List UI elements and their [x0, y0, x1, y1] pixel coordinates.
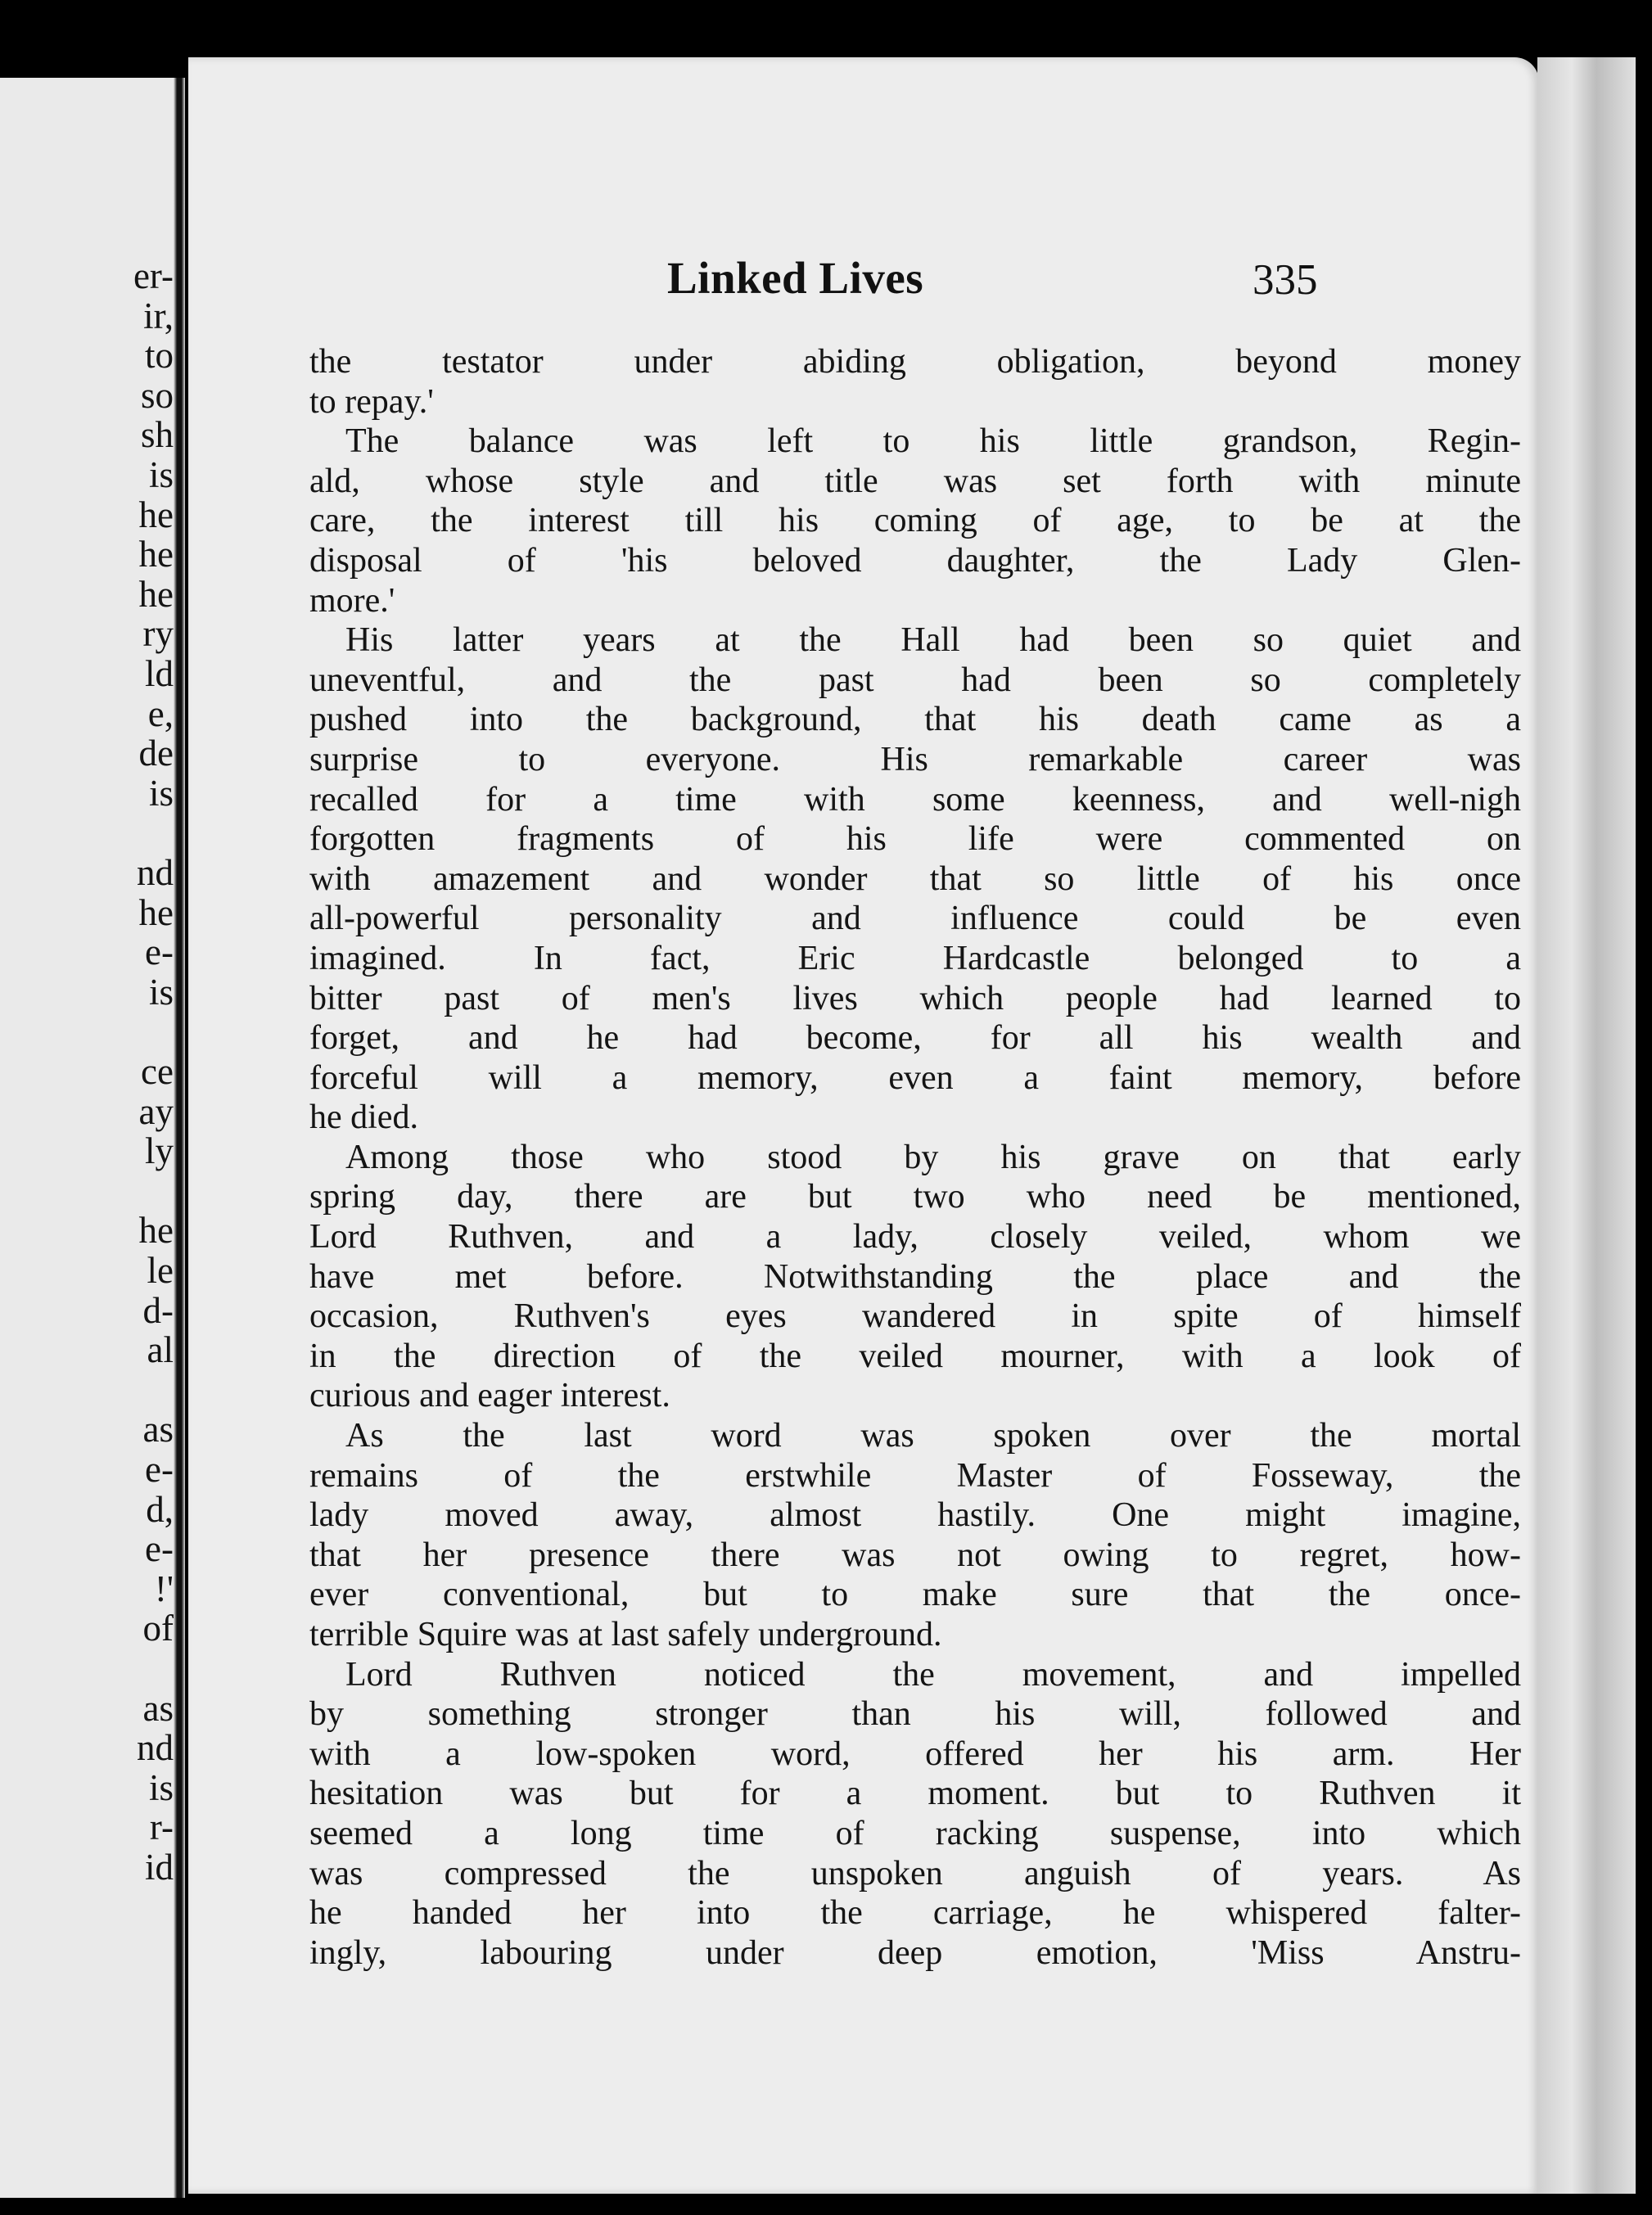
previous-page-fragment: sh [140, 414, 174, 456]
previous-page-fragment: ry [142, 613, 174, 655]
text-line: imagined. In fact, Eric Hardcastle belonged to a [309, 939, 1521, 977]
previous-page-fragment: he [138, 534, 174, 575]
book-gutter [174, 78, 185, 2198]
previous-page-fragment: ay [138, 1090, 174, 1132]
text-line: Lord Ruthven noticed the movement, and impelled [345, 1655, 1521, 1694]
previous-page-fragment: le [147, 1250, 174, 1291]
text-line: was compressed the unspoken anguish of years. As [309, 1854, 1521, 1892]
text-line: bitter past of men's lives which people had learned to [309, 979, 1521, 1017]
text-line: forget, and he had become, for all his wealth and [309, 1019, 1521, 1058]
page-header [188, 252, 1539, 309]
previous-page-fragment: ir, [143, 295, 174, 336]
text-line: spring day, there are but two who need be mentioned, [309, 1178, 1521, 1216]
previous-page-fragment: nd [137, 852, 174, 893]
body-text [309, 342, 1521, 1973]
previous-page-fragment: is [148, 772, 174, 814]
text-line: ald, whose style and title was set forth with minute [309, 462, 1521, 500]
text-line: forgotten fragments of his life were commented on [309, 820, 1521, 859]
text-line: surprise to everyone. His remarkable career was [309, 740, 1521, 778]
page-number: 335 [1253, 256, 1318, 304]
previous-page-fragment: d, [146, 1488, 174, 1530]
text-line: more.' [309, 581, 395, 620]
text-line: to repay.' [309, 382, 434, 421]
text-line: hesitation was but for a moment. but to Ruthven it [309, 1775, 1521, 1813]
text-line: with amazement and wonder that so little of his once [309, 859, 1521, 898]
text-line: terrible Squire was at last safely underground. [309, 1616, 942, 1653]
text-line: that her presence there was not owing to regret, how- [309, 1536, 1521, 1574]
previous-page-fragment: to [144, 335, 174, 377]
text-line: by something stronger than his will, followed and [309, 1695, 1521, 1734]
previous-page-fragment: e- [145, 1449, 174, 1490]
text-line: ingly, labouring under deep emotion, 'Miss Anstru- [309, 1933, 1521, 1972]
text-line: pushed into the background, that his death came as a [309, 701, 1521, 739]
text-line: forceful will a memory, even a faint memory, before [309, 1058, 1521, 1097]
previous-page-edge [0, 78, 182, 2198]
running-head: Linked Lives [667, 253, 924, 303]
page-stack-edges [1537, 57, 1636, 2194]
text-line: the testator under abiding obligation, beyond money [309, 343, 1521, 381]
text-line: recalled for a time with some keenness, and well-nigh [309, 780, 1521, 819]
previous-page-fragment: is [148, 1766, 174, 1808]
text-line: with a low-spoken word, offered her his arm. Her [309, 1735, 1521, 1773]
previous-page-fragment: he [138, 494, 174, 535]
text-line: all-powerful personality and influence could be even [309, 900, 1521, 938]
previous-page-fragment: is [148, 454, 174, 495]
previous-page-fragment: e, [147, 692, 174, 734]
previous-page-fragment: !' [154, 1568, 174, 1609]
previous-page-fragment: d- [142, 1289, 174, 1331]
previous-page-fragment: e- [145, 1528, 174, 1570]
text-line: seemed a long time of racking suspense, into which [309, 1814, 1521, 1852]
text-line: uneventful, and the past had been so completely [309, 661, 1521, 699]
previous-page-fragment: er- [133, 255, 174, 296]
previous-page-fragment: is [148, 971, 174, 1013]
previous-page-fragment: ce [141, 1051, 174, 1092]
text-line: he handed her into the carriage, he whispered falter- [309, 1894, 1521, 1933]
previous-page-fragment: nd [137, 1727, 174, 1769]
book-page [188, 57, 1539, 2194]
text-line: Lord Ruthven, and a lady, closely veiled, whom we [309, 1218, 1521, 1256]
text-line: care, the interest till his coming of age, to be at the [309, 502, 1521, 540]
text-line: His latter years at the Hall had been so quiet and [345, 621, 1521, 660]
text-line: As the last word was spoken over the mortal [345, 1417, 1521, 1455]
text-line: disposal of 'his beloved daughter, the Lady Glen- [309, 541, 1521, 580]
previous-page-fragment: r- [149, 1807, 174, 1848]
previous-page-fragment: of [142, 1608, 174, 1649]
previous-page-fragment: de [138, 733, 174, 774]
previous-page-fragment: id [144, 1847, 174, 1888]
previous-page-fragment: al [147, 1329, 174, 1371]
text-line: ever conventional, but to make sure that the once- [309, 1576, 1521, 1614]
text-line: occasion, Ruthven's eyes wandered in spite of himself [309, 1297, 1521, 1336]
text-line: remains of the erstwhile Master of Fosseway, the [309, 1456, 1521, 1495]
text-line: Among those who stood by his grave on that early [345, 1138, 1521, 1176]
text-line: have met before. Notwithstanding the place and the [309, 1257, 1521, 1296]
previous-page-fragment: ld [144, 653, 174, 694]
previous-page-fragment: as [142, 1687, 174, 1729]
text-line: he died. [309, 1098, 418, 1137]
text-line: curious and eager interest. [309, 1377, 670, 1415]
previous-page-fragment: as [142, 1409, 174, 1450]
previous-page-fragment: so [140, 374, 174, 416]
text-line: The balance was left to his little grandson, Regin- [345, 422, 1521, 461]
previous-page-fragment: e- [145, 932, 174, 973]
previous-page-fragment: ly [144, 1130, 174, 1172]
previous-page-fragment: he [138, 1210, 174, 1252]
previous-page-fragment: he [138, 891, 174, 933]
text-line: in the direction of the veiled mourner, with a look of [309, 1337, 1521, 1375]
text-line: lady moved away, almost hastily. One might imagine, [309, 1496, 1521, 1535]
previous-page-fragment: he [138, 573, 174, 615]
